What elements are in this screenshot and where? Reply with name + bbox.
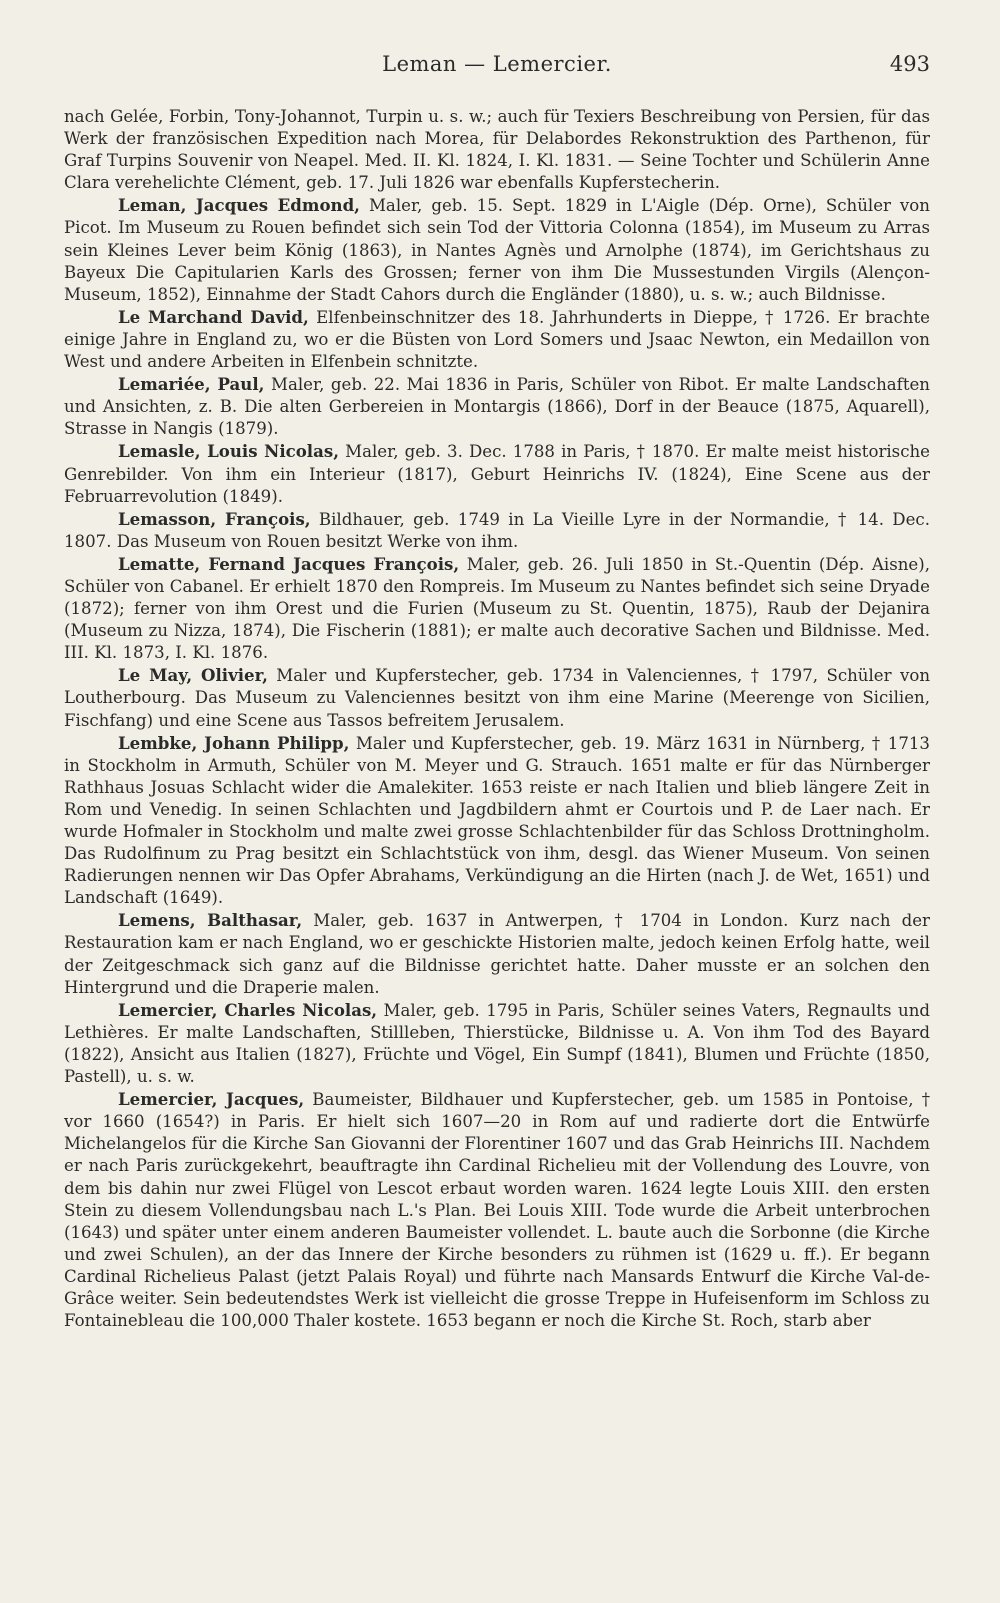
entry-lembke: Lembke, Johann Philipp, Maler und Kupferstecher, geb. 19. März 1631 in Nürnberg, † 1713 in Stockholm in Armuth, Schüler von M. Meyer und G. Strauch. 1651 malte er für das Nürnberger Rathhaus Josuas Schlacht wider die Amalekiter. 1653 reiste er nach Italien und blieb längere Zeit in Rom und Venedig. In seinen Schlachten und Jagdbildern ahmt er Courtois und P. de Laer nach. Er wurde Hofmaler in Stockholm und malte zwei grosse Schlachtenbilder für das Schloss Drottningholm. Das Rudolfinum zu Prag besitzt ein Schlachtstück von ihm, desgl. das Wiener Museum. Von seinen Radierungen nennen wir Das Opfer Abrahams, Verkündigung an die Hirten (nach J. de Wet, 1651) und Landschaft (1649). <box>64 732 930 908</box>
entry-continuation: nach Gelée, Forbin, Tony-Johannot, Turpin u. s. w.; auch für Texiers Beschreibung von Persien, für das Werk der französischen Expedition nach Morea, für Delabordes Rekonstruktion des Parthenon, für Graf Turpins Souvenir von Neapel. Med. II. Kl. 1824, I. Kl. 1831. — Seine Tochter und Schülerin Anne Clara verehelichte Clément, geb. 17. Juli 1826 war ebenfalls Kupferstecherin. <box>64 107 930 193</box>
entry-headword: Lembke, Johann Philipp, <box>118 732 350 753</box>
entry-headword: Lemariée, Paul, <box>118 374 265 395</box>
entry-lemercier-charles: Lemercier, Charles Nicolas, Maler, geb. 1795 in Paris, Schüler seines Vaters, Regnaults und Lethières. Er malte Landschaften, Stillleben, Thierstücke, Bildnisse u. A. Von ihm Tod des Bayard (1822), Ansicht aus Italien (1827), Früchte und Vögel, Ein Sumpf (1841), Blumen und Früchte (1850, Pastell), u. s. w. <box>64 999 931 1087</box>
entry-lemercier-jacques: Lemercier, Jacques, Baumeister, Bildhauer und Kupferstecher, geb. um 1585 in Pontoise, † vor 1660 (1654?) in Paris. Er hielt sich 1607—20 in Rom auf und radierte dort die Entwürfe Michelangelos für die Kirche San Giovanni der Florentiner 1607 und das Grab Heinrichs III. Nachdem er nach Paris zurückgekehrt, beauftragte ihn Cardinal Richelieu mit der Vollendung des Louvre, von dem bis dahin nur zwei Flügel von Lescot erbaut worden waren. 1624 legte Louis XIII. den ersten Stein zu diesem Vollendungsbau nach L.'s Plan. Bei Louis XIII. Tode wurde die Arbeit unterbrochen (1643) und später unter einem anderen Baumeister vollendet. L. baute auch die Sorbonne (die Kirche und zwei Schulen), an der das Innere der Kirche besonders zu rühmen ist (1629 u. ff.). Er begann Cardinal Richelieus Palast (jetzt Palais Royal) und führte nach Mansards Entwurf die Kirche Val-de-Grâce weiter. Sein bedeutendstes Werk ist vielleicht die grosse Treppe in Hufeisenform im Schloss zu Fontainebleau die 100,000 Thaler kostete. 1653 begann er noch die Kirche St. Roch, starb aber <box>64 1089 930 1331</box>
entry-headword: Lemasson, François, <box>118 508 311 529</box>
entry-headword: Lemercier, Charles Nicolas, <box>118 999 378 1020</box>
entry-headword: Lematte, Fernand Jacques François, <box>118 553 460 574</box>
entry-lemens: Lemens, Balthasar, Maler, geb. 1637 in Antwerpen, † 1704 in London. Kurz nach der Restauration kam er nach England, wo er geschickte Historien malte, jedoch keinen Erfolg hatte, weil der Zeitgeschmack sich ganz auf die Bildnisse gerichtet hatte. Daher musste er an solchen den Hintergrund und die Draperie malen. <box>64 910 930 997</box>
entry-headword: Le Marchand David, <box>118 306 309 327</box>
entry-lemariee: Lemariée, Paul, Maler, geb. 22. Mai 1836 in Paris, Schüler von Ribot. Er malte Landschaften und Ansichten, z. B. Die alten Gerbereien in Montargis (1866), Dorf in der Beauce (1875, Aquarell), Strasse in Nangis (1879). <box>64 374 930 439</box>
running-header <box>64 52 930 82</box>
entry-le-marchand: Le Marchand David, Elfenbeinschnitzer des 18. Jahrhunderts in Dieppe, † 1726. Er brachte einige Jahre in England zu, wo er die Büsten von Lord Somers und Jsaac Newton, ein Medaillon von West und andere Arbeiten in Elfenbein schnitzte. <box>64 306 930 372</box>
entry-lemasson: Lemasson, François, Bildhauer, geb. 1749 in La Vieille Lyre in der Normandie, † 14. Dec. 1807. Das Museum von Rouen besitzt Werke von ihm. <box>64 508 930 551</box>
entry-leman: Leman, Jacques Edmond, Maler, geb. 15. Sept. 1829 in L'Aigle (Dép. Orne), Schüler von Picot. Im Museum zu Rouen befindet sich sein Tod der Vittoria Colonna (1854), im Museum zu Arras sein Kleines Lever beim König (1863), in Nantes Agnès und Arnolphe (1874), im Gerichtshaus zu Bayeux Die Capitularien Karls des Grossen; ferner von ihm Die Mussestunden Virgils (Alençon-Museum, 1852), Einnahme der Stadt Cahors durch die Engländer (1880), u. s. w.; auch Bildnisse. <box>64 195 930 304</box>
entry-lematte: Lematte, Fernand Jacques François, Maler, geb. 26. Juli 1850 in St.-Quentin (Dép. Aisne), Schüler von Cabanel. Er erhielt 1870 den Rompreis. Im Museum zu Nantes befindet sich seine Dryade (1872); ferner von ihm Orest und die Furien (Museum zu St. Quentin, 1875), Raub der Dejanira (Museum zu Nizza, 1874), Die Fischerin (1881); er malte auch decorative Sachen und Bildnisse. Med. III. Kl. 1873, I. Kl. 1876. <box>64 553 930 663</box>
header-title: Leman — Lemercier. <box>382 52 612 76</box>
entry-lemasle: Lemasle, Louis Nicolas, Maler, geb. 3. Dec. 1788 in Paris, † 1870. Er malte meist historische Genrebilder. Von ihm ein Interieur (1817), Geburt Heinrichs IV. (1824), Eine Scene aus der Februarrevolution (1849). <box>64 441 931 506</box>
entry-headword: Lemasle, Louis Nicolas, <box>118 441 339 462</box>
entry-headword: Leman, Jacques Edmond, <box>118 195 360 216</box>
entries-body <box>64 106 930 1332</box>
entry-headword: Le May, Olivier, <box>118 665 268 686</box>
page-number: 493 <box>889 52 930 76</box>
entry-le-may: Le May, Olivier, Maler und Kupferstecher, geb. 1734 in Valenciennes, † 1797, Schüler von Loutherbourg. Das Museum zu Valenciennes besitzt von ihm eine Marine (Meerenge von Sicilien, Fischfang) und eine Scene aus Tassos befreitem Jerusalem. <box>64 665 931 730</box>
entry-headword: Lemens, Balthasar, <box>118 910 303 931</box>
entry-headword: Lemercier, Jacques, <box>118 1089 305 1110</box>
